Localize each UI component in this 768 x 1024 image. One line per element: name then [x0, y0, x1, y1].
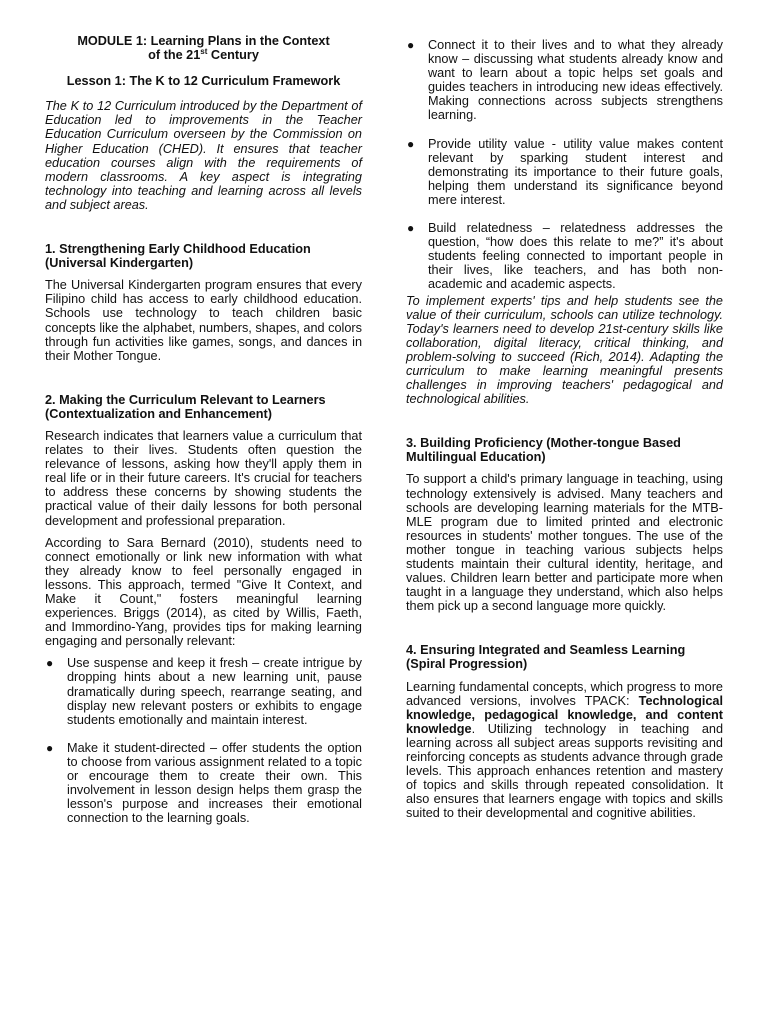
list-item — [45, 741, 362, 826]
section3-body: To support a child's primary language in teaching, using technology extensively is advised. Many teachers and schools are developing learning materials for the MTB-MLE program due to limited printed and electronic resources in students' mother tongues. The use of the mother tongue in teaching various subjects helps students maintain their cultural identity, heritage, and values. Children learn better and participate more when taught in a language they understand, which also helps them pick up a second language more quickly. — [406, 472, 723, 614]
list-item — [406, 221, 723, 291]
list-item-text: Connect it to their lives and to what they already know – discussing what students already know and want to learn about a topic helps set goals and guides teachers in introducing new ideas effectively. Making connections across subjects strengthens learning. — [428, 38, 723, 123]
bullet-icon: ● — [407, 136, 415, 151]
module-title — [45, 34, 362, 62]
module-title-sup: st — [200, 46, 208, 56]
section4-heading: 4. Ensuring Integrated and Seamless Learning (Spiral Progression) — [406, 643, 686, 672]
list-item — [45, 656, 362, 726]
tips-list-left — [45, 656, 362, 825]
section2-paragraph1: Research indicates that learners value a curriculum that relates to their lives. Students often question the relevance of lessons, asking how they'll apply them in real life or in their future careers. It's crucial for teachers to address these concerns by showing students the practical value of their daily lessons for both personal development and professional preparation. — [45, 428, 362, 528]
module-title-line2-end: Century — [207, 48, 259, 63]
bullet-icon: ● — [46, 740, 54, 755]
section4-body-start: Learning fundamental concepts, which progress to more advanced versions, involves TPACK: — [406, 679, 723, 708]
section4-body-end: . Utilizing technology in teaching and learning across all subject areas supports revisiting and reinforcing concepts as students advance through grade levels. This approach enhances retention and mastery of topics and skills through repeated consolidation. It also ensures that learners engage with topics and skills suited to their developmental and cognitive abilities. — [406, 721, 723, 821]
bullet-icon: ● — [407, 221, 415, 236]
tips-list-right — [406, 38, 723, 292]
list-item — [406, 137, 723, 207]
section4-body — [406, 680, 723, 821]
left-column — [45, 34, 362, 825]
section2-heading: 2. Making the Curriculum Relevant to Learners (Contextualization and Enhancement) — [45, 392, 326, 421]
list-item — [406, 38, 723, 123]
section1-body: The Universal Kindergarten program ensures that every Filipino child has access to early childhood education. Schools use technology to teach children basic concepts like the alphabet, numbers, shapes, and colors through fun activities like games, songs, and dances in their Mother Tongue. — [45, 278, 362, 363]
intro-paragraph: The K to 12 Curriculum introduced by the Department of Education led to improvements in the Teacher Education Curriculum overseen by the Commission on Higher Education (CHED). It ensures that teacher education courses align with the requirements of modern classrooms. A key aspect is integrating technology into teaching and learning across all levels and subject areas. — [45, 99, 362, 212]
bullet-icon: ● — [407, 38, 415, 52]
section3-heading: 3. Building Proficiency (Mother-tongue Based Multilingual Education) — [406, 436, 681, 465]
section2-closing: To implement experts' tips and help students see the value of their curriculum, schools can utilize technology. Today's learners need to develop 21st-century skills like collaboration, digital literacy, critical thinking, and problem-solving to succeed (Rich, 2014). Adapting the curriculum to make learning meaningful presents challenges in improving teachers' pedagogical and technological abilities. — [406, 293, 723, 407]
list-item-text: Provide utility value - utility value makes content relevant by sparking student interest and demonstrating its importance to their future goals, helping them understand its significance beyond mere interest. — [428, 136, 723, 207]
module-title-line1: MODULE 1: Learning Plans in the Context — [77, 34, 330, 48]
lesson-title: Lesson 1: The K to 12 Curriculum Framework — [66, 74, 341, 89]
section2-paragraph2: According to Sara Bernard (2010), students need to connect emotionally or link new information with what they already know to feel personally engaged in lessons. This approach, termed "Give It Context, and Make it Count," fosters meaningful learning experiences. Briggs (2014), as cited by Willis, Faeth, and Immordino-Yang, provides tips for making learning engaging and personally relevant: — [45, 535, 362, 649]
right-column — [406, 38, 723, 821]
module-title-line2: of the 21 — [148, 48, 201, 63]
list-item-text: Build relatedness – relatedness addresses the question, “how does this relate to me?” it's about students feeling connected to important people in their lives, like teachers, and has both non-academic and academic aspects. — [428, 221, 723, 292]
section1-heading: 1. Strengthening Early Childhood Education (Universal Kindergarten) — [45, 242, 311, 271]
tpack-terms: Technological knowledge, pedagogical knowledge, and content knowledge — [406, 693, 723, 736]
list-item-text: Use suspense and keep it fresh – create intrigue by dropping hints about a new learning unit, pause dramatically during speech, rearrange seating, and display new relevant posters or exhibits to engage students emotionally and maintain interest. — [67, 656, 362, 727]
list-item-text: Make it student-directed – offer students the option to choose from various assignment related to a topic or encourage them to create their own. This involvement in lesson design helps them grasp the lesson's purpose and increases their emotional connection to the learning goals. — [67, 740, 362, 826]
bullet-icon: ● — [46, 656, 54, 671]
